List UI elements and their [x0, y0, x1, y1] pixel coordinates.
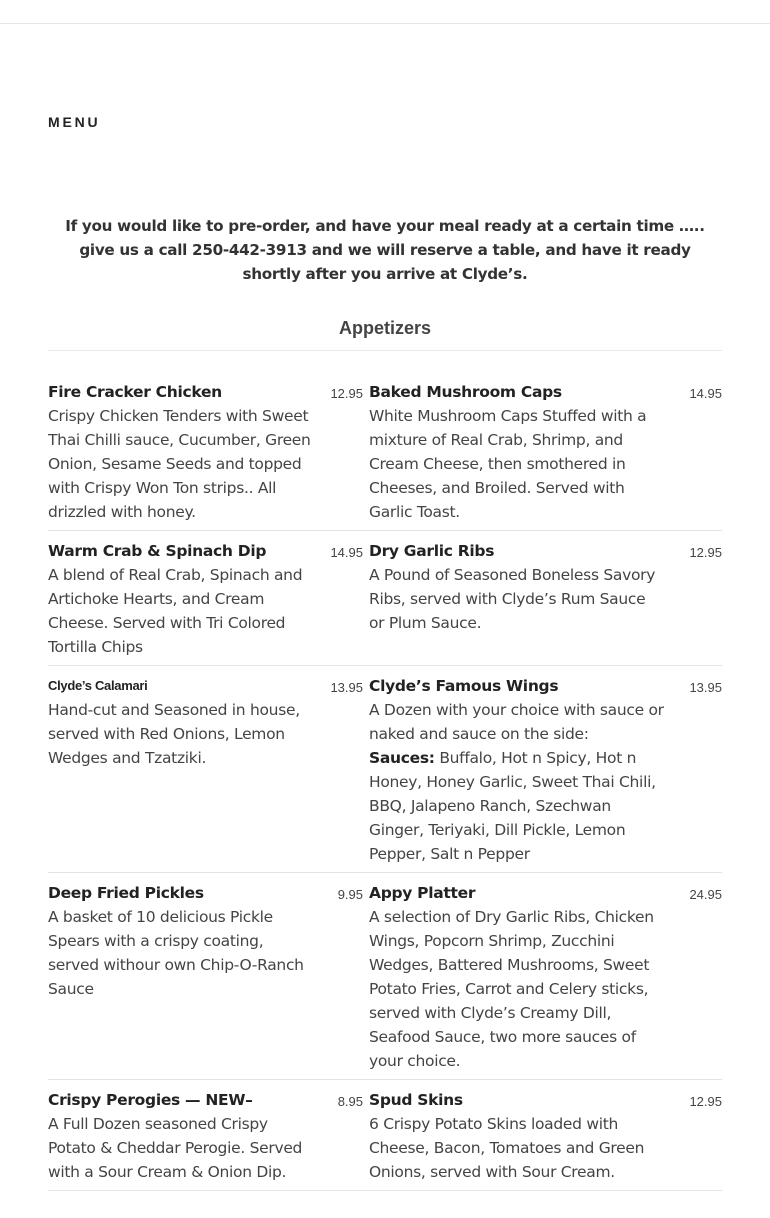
menu-item [48, 1088, 369, 1184]
page-title: MENU [48, 114, 101, 130]
item-price: 14.95 [689, 386, 722, 401]
item-description-text: A Dozen with your choice with sauce or naked and sauce on the side: [369, 701, 664, 743]
item-price: 13.95 [330, 680, 363, 695]
sauces-text: Buffalo, Hot n Spicy, Hot n Honey, Honey Garlic, Sweet Thai Chili, BBQ, Jalapeno Ranch, Szechwan Ginger, Teriyaki, Dill Pickle, Lemon Pepper, Salt n Pepper [369, 749, 656, 863]
menu-row [48, 380, 722, 531]
menu-row [48, 1080, 722, 1191]
menu-item [48, 539, 369, 659]
item-description: Hand-cut and Seasoned in house, served with Red Onions, Lemon Wedges and Tzatziki. [48, 701, 300, 767]
item-price: 12.95 [330, 386, 363, 401]
item-name: Baked Mushroom Caps [369, 383, 562, 401]
item-name: Clyde’s Famous Wings [369, 677, 559, 695]
item-price: 14.95 [330, 545, 363, 560]
item-price: 9.95 [337, 887, 363, 902]
pre-order-line-2: give us a call 250-442-3913 and we will reserve a table, and have it ready shortly after you arrive at Clyde’s. [79, 241, 691, 283]
menu-row [48, 531, 722, 666]
menu-item [369, 881, 722, 1073]
item-description: A selection of Dry Garlic Ribs, Chicken Wings, Popcorn Shrimp, Zucchini Wedges, Battered Mushrooms, Sweet Potato Fries, Carrot and Celery sticks, served with Clyde’s Creamy Dill, Seafood Sauce, two more sauces of your choice. [369, 908, 654, 1070]
item-name: Clyde’s Calamari [48, 678, 148, 693]
item-description [369, 698, 664, 866]
item-description: A blend of Real Crab, Spinach and Artichoke Hearts, and Cream Cheese. Served with Tri Colored Tortilla Chips [48, 566, 303, 656]
menu-row [48, 873, 722, 1080]
item-price: 12.95 [689, 1094, 722, 1109]
sauces-label: Sauces: [369, 749, 435, 767]
menu-row [48, 666, 722, 873]
item-description: A Pound of Seasoned Boneless Savory Ribs, served with Clyde’s Rum Sauce or Plum Sauce. [369, 566, 656, 632]
item-name: Fire Cracker Chicken [48, 383, 222, 401]
item-description: 6 Crispy Potato Skins loaded with Cheese, Bacon, Tomatoes and Green Onions, served with Sour Cream. [369, 1115, 645, 1181]
sauces-list [369, 746, 664, 866]
menu-item [48, 674, 369, 866]
menu-item [369, 539, 722, 659]
menu-item [48, 380, 369, 524]
menu-grid [48, 380, 722, 1191]
menu-item [48, 881, 369, 1073]
section-title: Appetizers [338, 318, 432, 338]
item-name: Crispy Perogies — NEW– [48, 1091, 253, 1109]
item-name: Warm Crab & Spinach Dip [48, 542, 267, 560]
item-description: A Full Dozen seasoned Crispy Potato & Cheddar Perogie. Served with a Sour Cream & Onion Dip. [48, 1115, 303, 1181]
item-description: Crispy Chicken Tenders with Sweet Thai Chilli sauce, Cucumber, Green Onion, Sesame Seeds and topped with Crispy Won Ton strips.. All drizzled with honey. [48, 407, 311, 521]
pre-order-line-1: If you would like to pre-order, and have your meal ready at a certain time ….. [65, 217, 705, 235]
item-name: Appy Platter [369, 884, 476, 902]
item-name: Deep Fried Pickles [48, 884, 204, 902]
item-price: 8.95 [337, 1094, 363, 1109]
item-description: White Mushroom Caps Stuffed with a mixture of Real Crab, Shrimp, and Cream Cheese, then smothered in Cheeses, and Broiled. Served with Garlic Toast. [369, 407, 647, 521]
item-name: Spud Skins [369, 1091, 463, 1109]
item-price: 12.95 [689, 545, 722, 560]
item-name: Dry Garlic Ribs [369, 542, 495, 560]
menu-item [369, 1088, 722, 1184]
pre-order-notice [48, 214, 722, 286]
menu-item [369, 380, 722, 524]
menu-item [369, 674, 722, 866]
section-divider [48, 350, 722, 351]
item-price: 24.95 [689, 887, 722, 902]
top-bar [0, 0, 770, 24]
item-description: A basket of 10 delicious Pickle Spears with a crispy coating, served withour own Chip-O-Ranch Sauce [48, 908, 304, 998]
item-price: 13.95 [689, 680, 722, 695]
